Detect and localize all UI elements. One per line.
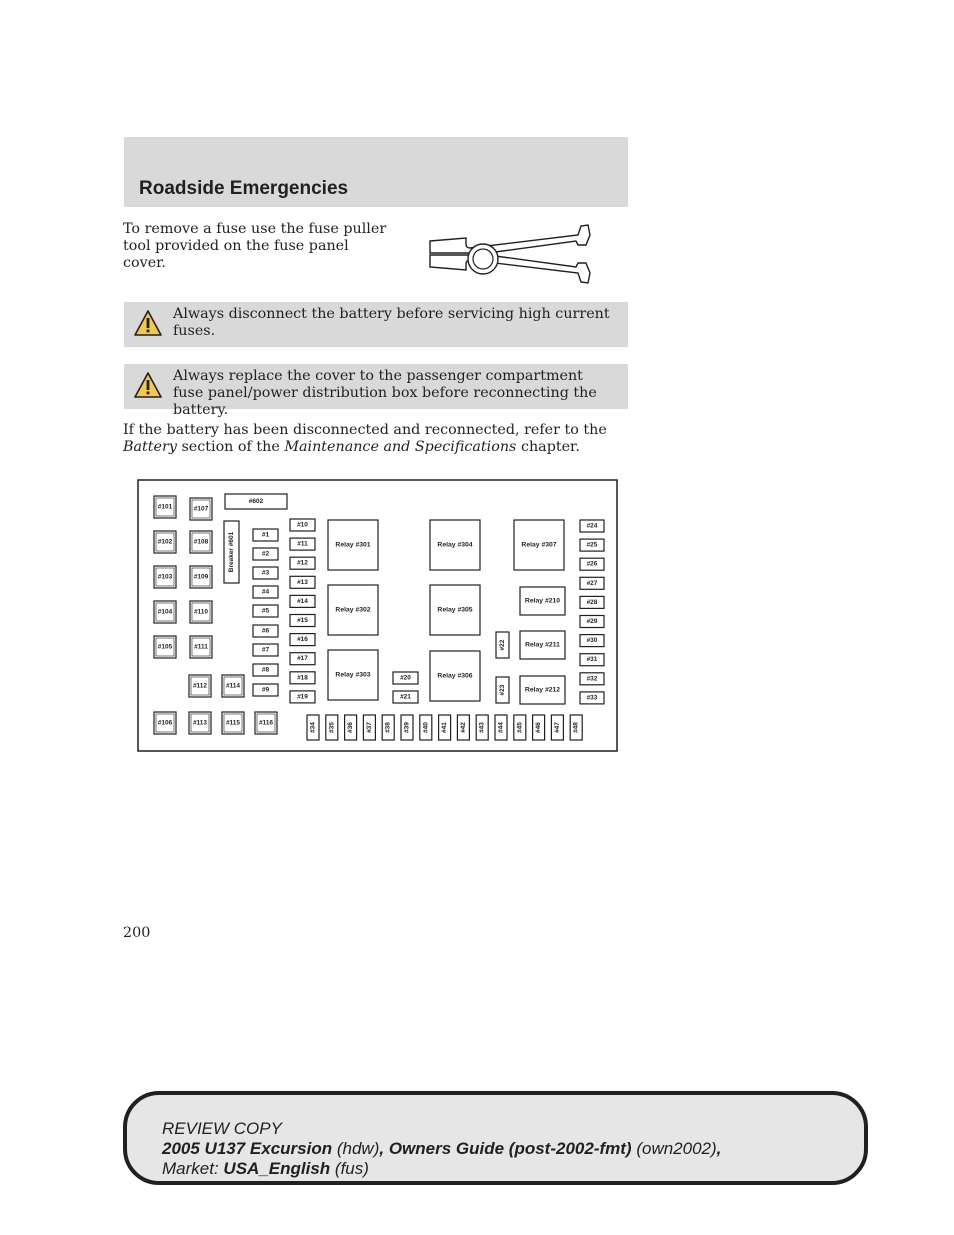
- fuse-slot-f37: [363, 715, 375, 740]
- fuse-slot-r303: [328, 650, 378, 700]
- fuse-label: #10: [297, 521, 308, 529]
- fuse-slot-f6: [253, 625, 278, 637]
- fuse-slot-f5: [253, 605, 278, 617]
- fuse-label: #115: [225, 719, 241, 727]
- fuse-label: #43: [478, 722, 486, 733]
- fuse-slot-r212: [520, 676, 565, 704]
- fuse-slot-f14: [290, 595, 315, 607]
- fuse-slot-f114: [222, 675, 244, 697]
- fuse-slot-f8: [253, 664, 278, 676]
- fuse-label: #8: [261, 666, 270, 674]
- fuse-label: #107: [193, 505, 209, 513]
- fuse-label: Relay #303: [335, 671, 371, 679]
- fuse-slot-f104: [154, 601, 176, 623]
- fuse-slot-f28: [580, 596, 604, 608]
- fuse-label: #14: [297, 597, 308, 605]
- fuse-slot-f25: [580, 539, 604, 551]
- fuse-label: #25: [586, 541, 598, 549]
- paragraph-text: chapter.: [520, 439, 580, 455]
- fuse-label: #15: [297, 617, 308, 624]
- fuse-slot-f19: [290, 691, 315, 703]
- fuse-label: #26: [586, 560, 598, 568]
- fuse-label: #45: [516, 722, 524, 733]
- fuse-label: Relay #301: [335, 541, 371, 549]
- fuse-label: #105: [157, 643, 173, 651]
- chapter-reference: Maintenance and Specifications: [284, 439, 517, 455]
- fuse-label: #104: [157, 608, 173, 616]
- fuse-slot-f32: [580, 673, 604, 685]
- fuse-panel-diagram: [137, 479, 619, 753]
- fuse-label: Relay #304: [437, 541, 473, 549]
- fuse-slot-f115: [222, 712, 244, 734]
- fuse-slot-f110: [190, 601, 212, 623]
- fuse-slot-f18: [290, 672, 315, 684]
- fuse-label: #31: [586, 656, 598, 664]
- fuse-label: #37: [365, 722, 373, 733]
- fuse-slot-f13: [290, 576, 315, 588]
- footer-text: [162, 1119, 721, 1179]
- fuse-label: #38: [384, 722, 392, 733]
- fuse-slot-f43: [476, 715, 488, 740]
- fuse-label: #29: [586, 618, 598, 625]
- review-copy-footer: [123, 1091, 868, 1185]
- fuse-label: #18: [297, 674, 308, 682]
- warning-battery-disconnect: [124, 302, 628, 347]
- fuse-slot-breaker: [224, 521, 239, 583]
- fuse-slot-f15: [290, 615, 315, 627]
- fuse-slot-r210: [520, 587, 565, 615]
- fuse-slot-f27: [580, 577, 604, 589]
- fuse-label: Relay #212: [524, 686, 561, 694]
- fuse-label: #103: [157, 573, 173, 581]
- fuse-label: #12: [297, 559, 308, 567]
- paragraph-text: section of the: [181, 439, 280, 455]
- fuse-label: #28: [586, 598, 598, 606]
- warning-replace-cover: [124, 364, 628, 418]
- fuse-label: Relay #307: [521, 541, 557, 549]
- fuse-label: #13: [297, 578, 308, 586]
- fuse-label: #101: [157, 503, 173, 511]
- fuse-label: #7: [261, 646, 270, 654]
- fuse-label: #46: [535, 722, 543, 733]
- fuse-slot-f112: [189, 675, 211, 697]
- fuse-label: #35: [328, 722, 336, 733]
- fuse-slot-f116: [255, 712, 277, 734]
- fuse-label: #40: [422, 722, 430, 733]
- fuse-slot-f9: [253, 684, 278, 696]
- fuse-slot-f17: [290, 653, 315, 665]
- fuse-label: Relay #211: [525, 641, 560, 649]
- fuse-label: #110: [193, 608, 209, 616]
- fuse-label: #3: [261, 569, 270, 577]
- section-title: Roadside Emergencies: [139, 178, 349, 199]
- fuse-slot-f34: [307, 715, 319, 740]
- fuse-slot-f44: [495, 715, 507, 740]
- fuse-label: #6: [261, 627, 270, 635]
- fuse-slot-f24: [580, 520, 604, 532]
- fuse-label: #5: [261, 607, 270, 615]
- fuse-slot-f11: [290, 538, 315, 550]
- fuse-slot-f602: [225, 494, 287, 509]
- separator: ,: [716, 1139, 722, 1158]
- fuse-slot-f109: [190, 566, 212, 588]
- fuse-slot-f46: [533, 715, 545, 740]
- fuse-label: #9: [261, 686, 270, 694]
- fuse-slot-f106: [154, 712, 176, 734]
- fuse-slot-f16: [290, 634, 315, 646]
- fuse-slot-f3: [253, 567, 278, 579]
- guide-title: Owners Guide (post-2002-fmt): [388, 1139, 632, 1158]
- fuse-label: #34: [309, 722, 317, 733]
- fuse-label: #102: [157, 538, 173, 546]
- fuse-label: #4: [261, 588, 270, 596]
- review-copy-label: REVIEW COPY: [162, 1119, 282, 1138]
- market-code: (fus): [334, 1159, 369, 1178]
- fuse-slot-f39: [401, 715, 413, 740]
- fuse-slot-f45: [514, 715, 526, 740]
- fuse-slot-f111: [190, 636, 212, 658]
- fuse-slot-f29: [580, 616, 604, 628]
- page-number: 200: [123, 925, 151, 941]
- fuse-slot-f105: [154, 636, 176, 658]
- fuse-label: Breaker #601: [228, 531, 235, 573]
- fuse-label: #42: [459, 722, 467, 733]
- fuse-label: #33: [586, 694, 598, 702]
- fuse-slot-f102: [154, 531, 176, 553]
- fuse-slot-f40: [420, 715, 432, 740]
- fuse-label: #30: [586, 637, 598, 645]
- fuse-label: #41: [441, 722, 449, 733]
- fuse-slot-f47: [551, 715, 563, 740]
- fuse-label: #16: [297, 636, 308, 644]
- fuse-slot-f107: [190, 498, 212, 520]
- guide-code: (own2002): [636, 1139, 717, 1158]
- fuse-slot-r305: [430, 585, 480, 635]
- fuse-slot-f12: [290, 557, 315, 569]
- fuse-label: #109: [193, 573, 209, 581]
- fuse-slot-f21: [393, 691, 418, 703]
- fuse-slot-r302: [328, 585, 378, 635]
- fuse-label: #32: [586, 675, 598, 683]
- fuse-slot-f7: [253, 644, 278, 656]
- fuse-label: Relay #210: [524, 597, 561, 605]
- fuse-slot-f36: [345, 715, 357, 740]
- fuse-slot-r211: [520, 631, 565, 659]
- fuse-label: #1: [261, 531, 270, 539]
- fuse-slot-f22: [496, 632, 509, 658]
- warning-triangle-icon: [133, 309, 163, 337]
- fuse-label: #111: [194, 643, 208, 651]
- fuse-slot-f1: [253, 529, 278, 541]
- fuse-label: #47: [553, 722, 561, 733]
- fuse-label: #44: [497, 722, 505, 733]
- fuse-slot-f42: [457, 715, 469, 740]
- fuse-label: Relay #305: [437, 606, 473, 614]
- fuse-slot-r306: [430, 651, 480, 701]
- fuse-label: Relay #306: [437, 672, 473, 680]
- paragraph-text: If the battery has been disconnected and reconnected, refer to the: [123, 422, 607, 438]
- fuse-label: #116: [258, 719, 274, 727]
- fuse-label: #27: [586, 579, 598, 587]
- fuse-slot-f26: [580, 558, 604, 570]
- separator: ,: [379, 1139, 385, 1158]
- fuse-slot-f20: [393, 672, 418, 684]
- fuse-slot-r307: [514, 520, 564, 570]
- fuse-label: #39: [403, 722, 411, 733]
- fuse-label: #23: [499, 684, 506, 696]
- vehicle-model: 2005 U137 Excursion: [162, 1139, 333, 1158]
- fuse-label: #112: [192, 682, 208, 690]
- fuse-label: #106: [157, 719, 173, 727]
- fuse-label: #36: [347, 722, 355, 733]
- fuse-label: #113: [192, 719, 208, 727]
- fuse-label: Relay #302: [335, 606, 371, 614]
- fuse-slot-f38: [382, 715, 394, 740]
- warning-triangle-icon: [133, 371, 163, 399]
- fuse-label: #19: [297, 693, 308, 701]
- fuse-slot-f2: [253, 548, 278, 560]
- battery-reference-paragraph: [123, 422, 623, 456]
- fuse-slot-f108: [190, 531, 212, 553]
- market-label: Market:: [162, 1159, 219, 1178]
- fuse-slot-f103: [154, 566, 176, 588]
- fuse-slot-f33: [580, 692, 604, 704]
- fuse-slot-f101: [154, 496, 176, 518]
- fuse-label: #22: [499, 639, 506, 651]
- fuse-label: #24: [586, 522, 598, 530]
- fuse-slot-f35: [326, 715, 338, 740]
- warning-text: Always disconnect the battery before servicing high current fuses.: [173, 306, 610, 339]
- fuse-label: #17: [297, 655, 308, 663]
- warning-text: Always replace the cover to the passenger compartment fuse panel/power distribution box before reconnecting the battery.: [173, 368, 597, 418]
- fuse-slot-f113: [189, 712, 211, 734]
- fuse-slot-f41: [439, 715, 451, 740]
- section-header: [124, 137, 628, 207]
- market-value: USA_English: [223, 1159, 331, 1178]
- fuse-slot-r301: [328, 520, 378, 570]
- fuse-slot-f31: [580, 654, 604, 666]
- battery-section-reference: Battery: [123, 439, 177, 455]
- fuse-slot-f23: [496, 677, 509, 703]
- fuse-label: #114: [225, 682, 241, 690]
- fuse-label: #21: [400, 693, 411, 701]
- fuse-label: #11: [297, 540, 308, 548]
- fuse-label: #20: [400, 674, 411, 682]
- fuse-label: #602: [248, 498, 264, 505]
- fuse-label: #108: [193, 538, 209, 546]
- fuse-puller-illustration: [428, 223, 593, 285]
- fuse-slot-f4: [253, 586, 278, 598]
- model-code: (hdw): [336, 1139, 380, 1158]
- fuse-slot-f48: [570, 715, 582, 740]
- intro-text: To remove a fuse use the fuse puller tool provided on the fuse panel cover.: [123, 221, 387, 271]
- fuse-slot-f30: [580, 635, 604, 647]
- fuse-slot-f10: [290, 519, 315, 531]
- fuse-label: #2: [261, 550, 270, 558]
- fuse-slot-r304: [430, 520, 480, 570]
- fuse-label: #48: [572, 722, 580, 733]
